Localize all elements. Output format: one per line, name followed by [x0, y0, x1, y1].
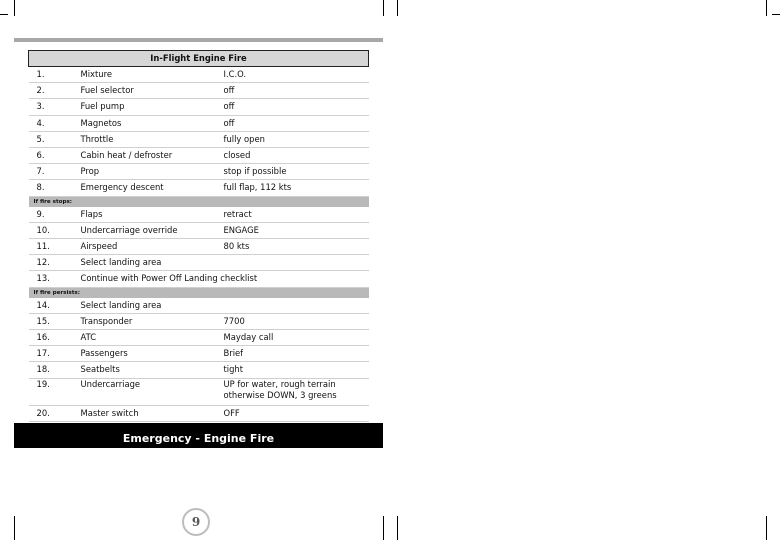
step-number: 13. [29, 271, 81, 287]
step-action: Transponder [81, 313, 224, 329]
step-result-line: Mayday call [223, 332, 274, 343]
step-result [224, 255, 369, 271]
footer-bar [14, 423, 383, 448]
step-number: 10. [29, 222, 81, 238]
crop-mark [766, 0, 767, 16]
step-result [224, 67, 369, 83]
crop-mark [14, 516, 15, 540]
section-fire-stops-label: If fire stops: [29, 196, 369, 207]
crop-mark [383, 0, 384, 16]
step-result [224, 362, 369, 378]
step-action: Continue with Power Off Landing checklist [81, 271, 369, 287]
step-number: 9. [29, 207, 81, 223]
step-result [224, 115, 369, 131]
crop-mark [766, 516, 767, 540]
step-result-line: OFF [223, 407, 240, 418]
step-result-line: Brief [223, 348, 244, 359]
step-result [224, 83, 369, 99]
section-fire-persists-label: If fire persists: [29, 287, 369, 298]
checklist-title-row [29, 51, 369, 67]
step-action: Seatbelts [81, 362, 224, 378]
step-action: ATC [81, 330, 224, 346]
step-action: Mixture [81, 67, 224, 83]
checklist-step [29, 330, 369, 346]
step-result [224, 207, 369, 223]
step-result-line: off [223, 101, 235, 112]
step-number: 12. [29, 255, 81, 271]
step-result [224, 99, 369, 115]
step-result-line: full flap, 112 kts [223, 182, 292, 193]
step-result-line: 80 kts [223, 241, 250, 252]
step-result [224, 378, 369, 405]
checklist-step [29, 180, 369, 196]
checklist-step [29, 131, 369, 147]
step-result [224, 180, 369, 196]
checklist-step [29, 378, 369, 405]
step-number: 2. [29, 83, 81, 99]
page-number: 9 [182, 508, 210, 536]
step-result [224, 239, 369, 255]
step-action: Select landing area [81, 255, 224, 271]
step-action: Passengers [81, 346, 224, 362]
step-number: 14. [29, 298, 81, 314]
checklist-step [29, 362, 369, 378]
step-number: 8. [29, 180, 81, 196]
step-number: 11. [29, 239, 81, 255]
crop-mark [397, 0, 398, 16]
step-number: 7. [29, 164, 81, 180]
step-result [224, 346, 369, 362]
step-number: 3. [29, 99, 81, 115]
step-action: Cabin heat / defroster [81, 148, 224, 164]
step-result-line: UP for water, rough terrain [223, 378, 336, 389]
step-result-line: I.C.O. [223, 69, 247, 79]
step-result [224, 313, 369, 329]
step-result [224, 131, 369, 147]
step-action: Master switch [81, 405, 224, 421]
step-action: Flaps [81, 207, 224, 223]
crop-mark [14, 0, 15, 16]
checklist-step [29, 83, 369, 99]
step-result-line: retract [223, 208, 252, 219]
step-action: Airspeed [81, 239, 224, 255]
step-result [224, 298, 369, 314]
crop-mark [772, 14, 780, 15]
checklist-step [29, 67, 369, 83]
checklist-title: In-Flight Engine Fire [29, 51, 369, 67]
step-number: 18. [29, 362, 81, 378]
step-number: 6. [29, 148, 81, 164]
step-number: 17. [29, 346, 81, 362]
step-action: Undercarriage override [81, 222, 224, 238]
step-number: 1. [29, 67, 81, 83]
checklist-step [29, 271, 369, 287]
step-result-line: off [223, 85, 235, 96]
step-action: Fuel pump [81, 99, 224, 115]
checklist-step [29, 115, 369, 131]
step-result-line: otherwise DOWN, 3 greens [223, 390, 337, 401]
checklist-step [29, 298, 369, 314]
checklist-step [29, 405, 369, 421]
step-result-line: ENGAGE [223, 224, 259, 235]
checklist-step [29, 164, 369, 180]
step-result [224, 164, 369, 180]
top-rule [14, 38, 383, 42]
footer-title: Emergency - Engine Fire [122, 432, 275, 445]
step-action: Undercarriage [81, 378, 224, 405]
step-result [224, 330, 369, 346]
step-result [224, 148, 369, 164]
checklist-step [29, 222, 369, 238]
section-fire-persists [29, 287, 369, 298]
step-number: 15. [29, 313, 81, 329]
step-result [224, 405, 369, 421]
step-result-line: off [223, 117, 235, 128]
checklist-step [29, 148, 369, 164]
step-result-line: tight [223, 364, 244, 375]
checklist-step [29, 239, 369, 255]
engine-fire-checklist [28, 50, 369, 422]
step-action: Throttle [81, 131, 224, 147]
section-fire-stops [29, 196, 369, 207]
step-action: Emergency descent [81, 180, 224, 196]
checklist-step [29, 255, 369, 271]
step-result-line: fully open [223, 133, 265, 144]
step-result-line: stop if possible [223, 166, 287, 177]
crop-mark [0, 14, 8, 15]
step-number: 5. [29, 131, 81, 147]
checklist-step [29, 99, 369, 115]
checklist-step [29, 346, 369, 362]
step-number: 4. [29, 115, 81, 131]
step-number: 19. [29, 378, 81, 405]
step-result-line: closed [223, 150, 251, 161]
crop-mark [383, 516, 384, 540]
crop-mark [397, 516, 398, 540]
checklist-step [29, 313, 369, 329]
step-action: Magnetos [81, 115, 224, 131]
step-result-line: 7700 [223, 315, 245, 326]
step-action: Prop [81, 164, 224, 180]
step-number: 20. [29, 405, 81, 421]
step-result [224, 222, 369, 238]
step-action: Fuel selector [81, 83, 224, 99]
step-action: Select landing area [81, 298, 224, 314]
checklist-step [29, 207, 369, 223]
step-number: 16. [29, 330, 81, 346]
